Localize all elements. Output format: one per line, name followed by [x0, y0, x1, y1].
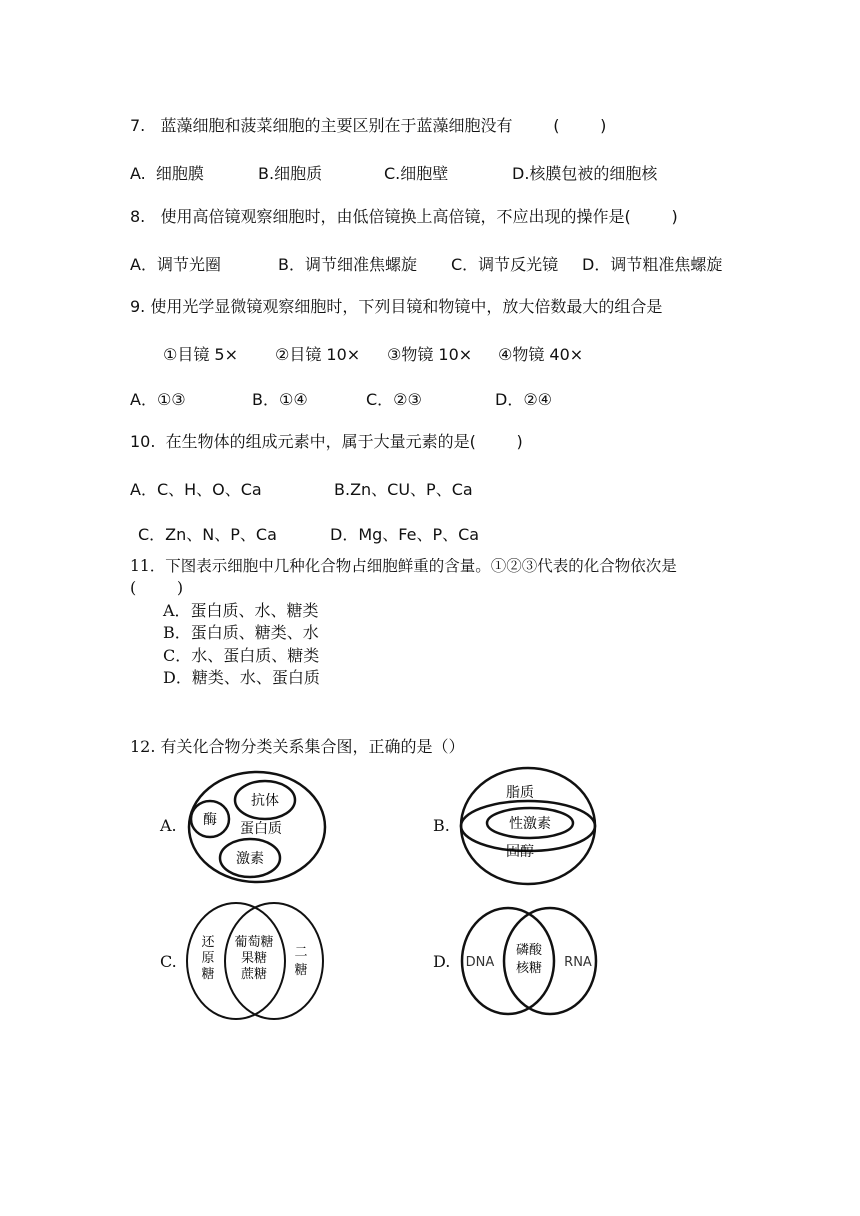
diagram-a-label: A.: [160, 816, 177, 835]
diagram-c-middle-sucrose: 蔗糖: [240, 967, 268, 982]
diagram-a-text-protein: 蛋白质: [240, 821, 282, 837]
diagram-b-text-lipid: 脂质: [506, 785, 534, 801]
q7-option-d: D.核膜包被的细胞核: [512, 164, 658, 183]
diagram-c-right-set: [225, 903, 323, 1019]
q9-item-2: ②目镜 10×: [275, 345, 361, 364]
diagram-c: [184, 900, 334, 1022]
q9-option-a: A．①③: [130, 390, 186, 409]
q7-stem: 7. 蓝藻细胞和菠菜细胞的主要区别在于蓝藻细胞没有 ( ): [130, 116, 607, 135]
diagram-c-middle-glucose: 葡萄糖: [234, 935, 274, 950]
q11-option-c: C．水、蛋白质、糖类: [163, 646, 320, 665]
diagram-d-text-rna: RNA: [564, 955, 592, 970]
diagram-d: [458, 904, 602, 1018]
q9-item-1: ①目镜 5×: [163, 345, 239, 364]
q12-stem: 12. 有关化合物分类关系集合图，正确的是（）: [130, 737, 465, 756]
q8-option-a: A．调节光圈: [130, 255, 221, 274]
diagram-c-left-char-1: 还: [201, 935, 215, 950]
q11-option-a: A．蛋白质、水、糖类: [163, 601, 319, 620]
diagram-c-right-char-2: 糖: [294, 963, 308, 978]
q11-option-b: B．蛋白质、糖类、水: [163, 623, 319, 642]
diagram-d-text-ribose: 核糖: [515, 961, 543, 976]
diagram-a-text-enzyme: 酶: [203, 812, 217, 828]
diagram-b-text-sterol: 固醇: [506, 844, 534, 860]
q9-stem: 9. 使用光学显微镜观察细胞时，下列目镜和物镜中，放大倍数最大的组合是: [130, 297, 663, 316]
q7-option-a: A. 细胞膜: [130, 164, 204, 183]
q8-option-d: D．调节粗准焦螺旋: [582, 255, 723, 274]
q11-stem-paren: ( ): [130, 578, 184, 597]
q9-item-3: ③物镜 10×: [387, 345, 473, 364]
diagram-d-text-phosphate: 磷酸: [515, 943, 543, 958]
q10-stem: 10. 在生物体的组成元素中，属于大量元素的是( ): [130, 432, 523, 451]
q10-option-c: C．Zn、N、P、Ca: [138, 525, 277, 544]
diagram-b: [456, 764, 600, 888]
q9-item-4: ④物镜 40×: [498, 345, 584, 364]
diagram-d-label: D.: [433, 952, 451, 971]
diagram-a-text-antibody: 抗体: [251, 793, 279, 809]
diagram-a-text-hormone: 激素: [236, 851, 264, 867]
diagram-b-label: B.: [433, 816, 450, 835]
q8-option-b: B．调节细准焦螺旋: [278, 255, 417, 274]
q8-stem: 8. 使用高倍镜观察细胞时，由低倍镜换上高倍镜，不应出现的操作是( ): [130, 207, 678, 226]
diagram-b-text-sex-hormone: 性激素: [509, 816, 551, 832]
q10-option-d: D．Mg、Fe、P、Ca: [330, 525, 480, 544]
diagram-c-right-char-1: 二: [294, 945, 308, 960]
q8-option-c: C．调节反光镜: [451, 255, 559, 274]
q7-option-b: B.细胞质: [258, 164, 323, 183]
diagram-a: [186, 768, 328, 886]
q11-option-d: D．糖类、水、蛋白质: [163, 668, 320, 687]
q10-option-b: B.Zn、CU、P、Ca: [334, 480, 473, 499]
diagram-c-left-char-2: 原: [201, 951, 215, 966]
q9-option-b: B．①④: [252, 390, 308, 409]
diagram-c-middle-fructose: 果糖: [240, 951, 268, 966]
q11-stem: 11．下图表示细胞中几种化合物占细胞鲜重的含量。①②③代表的化合物依次是: [130, 557, 677, 575]
diagram-c-label: C.: [160, 952, 177, 971]
q7-option-c: C.细胞壁: [384, 164, 449, 183]
q9-option-c: C．②③: [366, 390, 422, 409]
q9-option-d: D．②④: [495, 390, 553, 409]
diagram-c-left-char-3: 糖: [201, 967, 215, 982]
q10-option-a: A．C、H、O、Ca: [130, 480, 262, 499]
diagram-d-text-dna: DNA: [465, 955, 495, 970]
